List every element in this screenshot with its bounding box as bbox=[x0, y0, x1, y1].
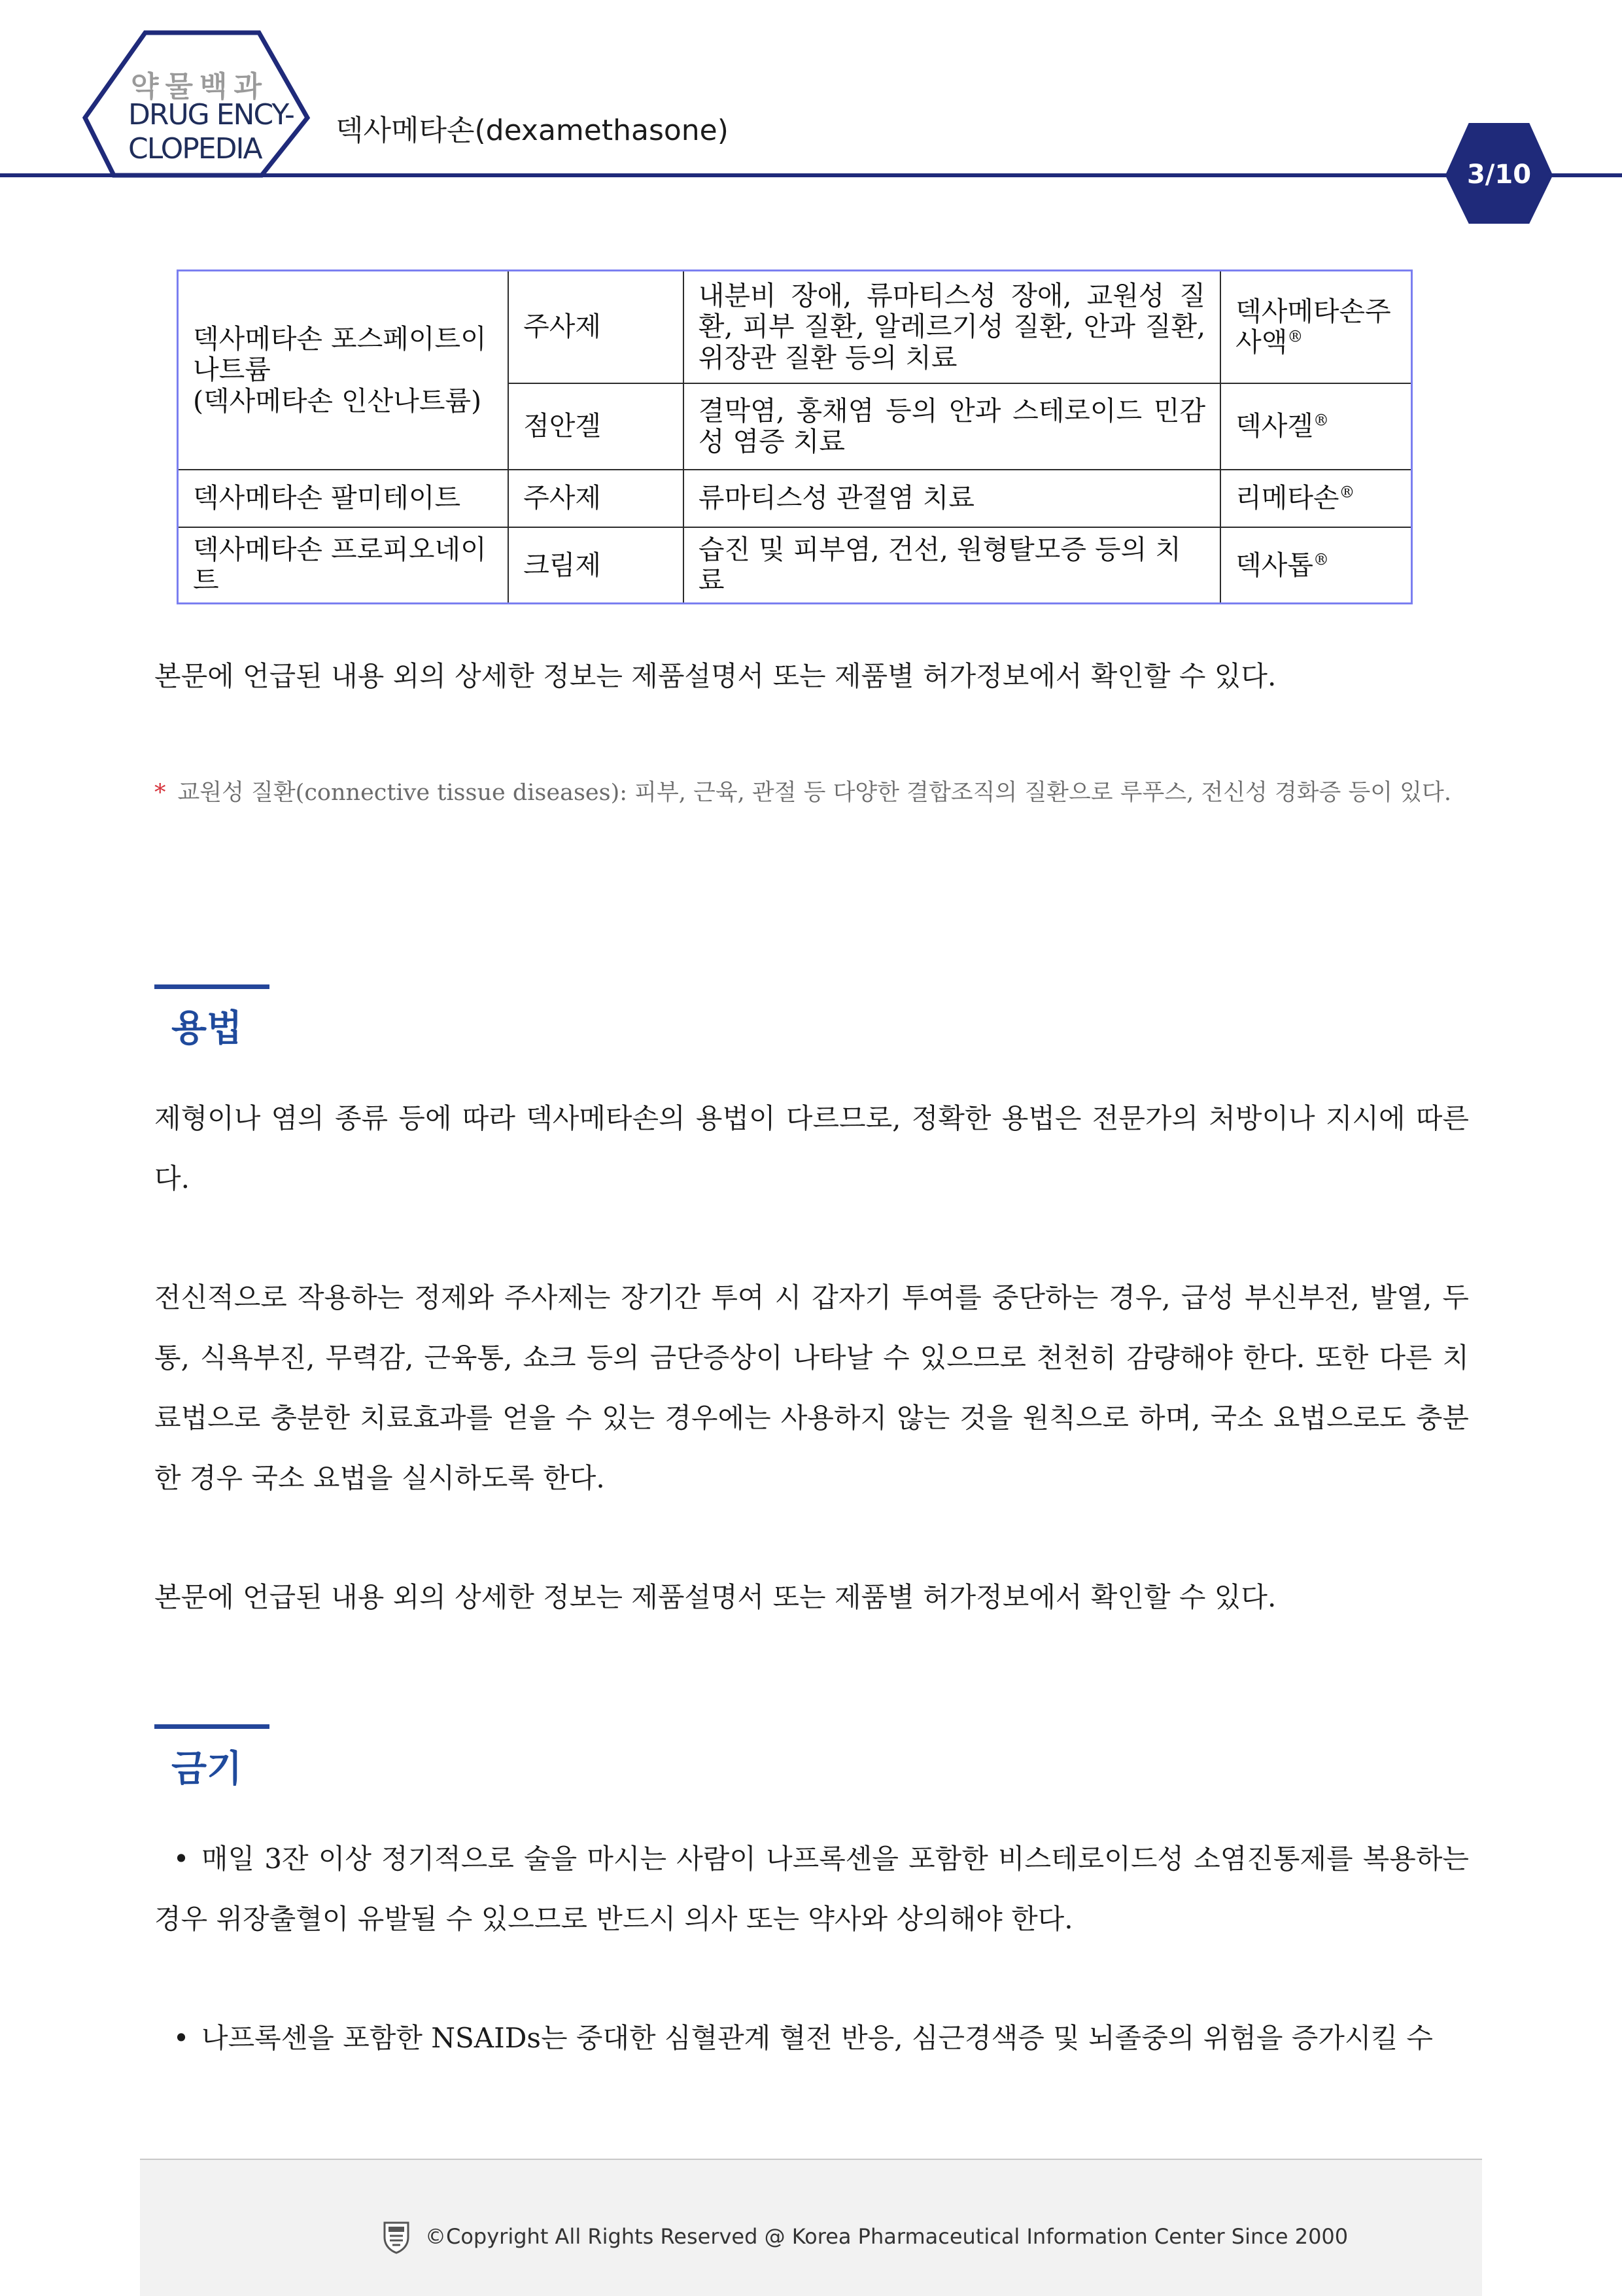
table-cell-product bbox=[1220, 527, 1411, 604]
table-cell-form: 주사제 bbox=[508, 470, 683, 527]
copyright-text: ©Copyright All Rights Reserved @ Korea Pharmaceutical Information Center Since 2000 bbox=[425, 2224, 1349, 2249]
table-cell-ingredient: 덱사메타손 팔미테이트 bbox=[178, 470, 509, 527]
product-name: 덱사톱 bbox=[1235, 549, 1313, 581]
list-item bbox=[154, 1829, 1469, 1949]
emblem-icon bbox=[382, 2220, 411, 2254]
table-row bbox=[178, 527, 1412, 604]
table-cell-indication: 결막염, 홍채염 등의 안과 스테로이드 민감성 염증 치료 bbox=[683, 383, 1220, 470]
brand-korean: 약물백과 bbox=[131, 70, 269, 103]
section-title-usage: 용법 bbox=[171, 1007, 243, 1050]
page-number: 3/10 bbox=[1466, 160, 1532, 190]
product-name: 리메타손 bbox=[1235, 482, 1339, 514]
paragraph-usage-3: 본문에 언급된 내용 외의 상세한 정보는 제품설명서 또는 제품별 허가정보에서 확인할 수 있다. bbox=[154, 1581, 1277, 1613]
table-cell-ingredient: 덱사메타손 프로피오네이트 bbox=[178, 527, 509, 604]
footnote-text: 교원성 질환(connective tissue diseases): 피부, 근육, 관절 등 다양한 결합조직의 질환으로 루푸스, 전신성 경화증 등이 있다. bbox=[177, 780, 1451, 806]
table-cell-product bbox=[1220, 470, 1411, 527]
registered-mark: ® bbox=[1287, 327, 1303, 346]
drug-forms-table bbox=[177, 270, 1413, 604]
product-name: 덱사겔 bbox=[1235, 410, 1313, 442]
table-cell-indication: 습진 및 피부염, 건선, 원형탈모증 등의 치료 bbox=[683, 527, 1220, 604]
table-cell-form: 크림제 bbox=[508, 527, 683, 604]
registered-mark: ® bbox=[1339, 483, 1355, 502]
table-cell-form: 주사제 bbox=[508, 271, 683, 384]
table-row bbox=[178, 470, 1412, 527]
page-header bbox=[0, 0, 1622, 190]
brand-english-line1: DRUG ENCY- bbox=[128, 98, 294, 131]
table-row bbox=[178, 271, 1412, 384]
registered-mark: ® bbox=[1313, 411, 1329, 430]
section-title-contraindications: 금기 bbox=[171, 1748, 243, 1790]
paragraph-usage-1: 제형이나 염의 종류 등에 따라 덱사메타손의 용법이 다르므로, 정확한 용법은 전문가의 처방이나 지시에 따른다. bbox=[154, 1102, 1469, 1194]
list-item bbox=[154, 2008, 1469, 2068]
brand-english-line2: CLOPEDIA bbox=[128, 132, 262, 165]
section-divider bbox=[154, 984, 269, 989]
paragraph-details-note: 본문에 언급된 내용 외의 상세한 정보는 제품설명서 또는 제품별 허가정보에서 확인할 수 있다. bbox=[154, 660, 1277, 692]
table-cell-product bbox=[1220, 271, 1411, 384]
page-footer bbox=[140, 2159, 1482, 2296]
section-divider bbox=[154, 1724, 269, 1729]
table-cell-ingredient: 덱사메타손 포스페이트이나트륨 (덱사메타손 인산나트륨) bbox=[178, 271, 509, 470]
product-name: 덱사메타손주사액 bbox=[1235, 295, 1391, 358]
table-cell-indication: 내분비 장애, 류마티스성 장애, 교원성 질환, 피부 질환, 알레르기성 질환, 안과 질환, 위장관 질환 등의 치료 bbox=[683, 271, 1220, 384]
footnote bbox=[154, 767, 1469, 819]
document-title: 덱사메타손(dexamethasone) bbox=[336, 114, 729, 147]
paragraph-usage-2: 전신적으로 작용하는 정제와 주사제는 장기간 투여 시 갑자기 투여를 중단하는 경우, 급성 부신부전, 발열, 두통, 식욕부진, 무력감, 근육통, 쇼크 등의 금단증상이 나타날 수 있으므로 천천히 감량해야 한다. 또한 다른 치료법으로 충분한 치료효과를 얻을 수 있는 경우에는 사용하지 않는 것을 원칙으로 하며, 국소 요법으로도 충분한 경우 국소 요법을 실시하도록 한다. bbox=[154, 1281, 1469, 1494]
table-cell-indication: 류마티스성 관절염 치료 bbox=[683, 470, 1220, 527]
registered-mark: ® bbox=[1313, 549, 1329, 568]
bullet: • bbox=[173, 1843, 190, 1875]
bullet: • bbox=[173, 2022, 190, 2054]
footnote-marker: * bbox=[154, 780, 166, 806]
table-cell-product bbox=[1220, 383, 1411, 470]
list-item-text: 매일 3잔 이상 정기적으로 술을 마시는 사람이 나프록센을 포함한 비스테로이드성 소염진통제를 복용하는 경우 위장출혈이 유발될 수 있으므로 반드시 의사 또는 약사와 상의해야 한다. bbox=[154, 1843, 1469, 1935]
list-item-text: 나프록센을 포함한 NSAIDs는 중대한 심혈관계 혈전 반응, 심근경색증 및 뇌졸중의 위험을 증가시킬 수 bbox=[201, 2022, 1433, 2054]
table-cell-form: 점안겔 bbox=[508, 383, 683, 470]
